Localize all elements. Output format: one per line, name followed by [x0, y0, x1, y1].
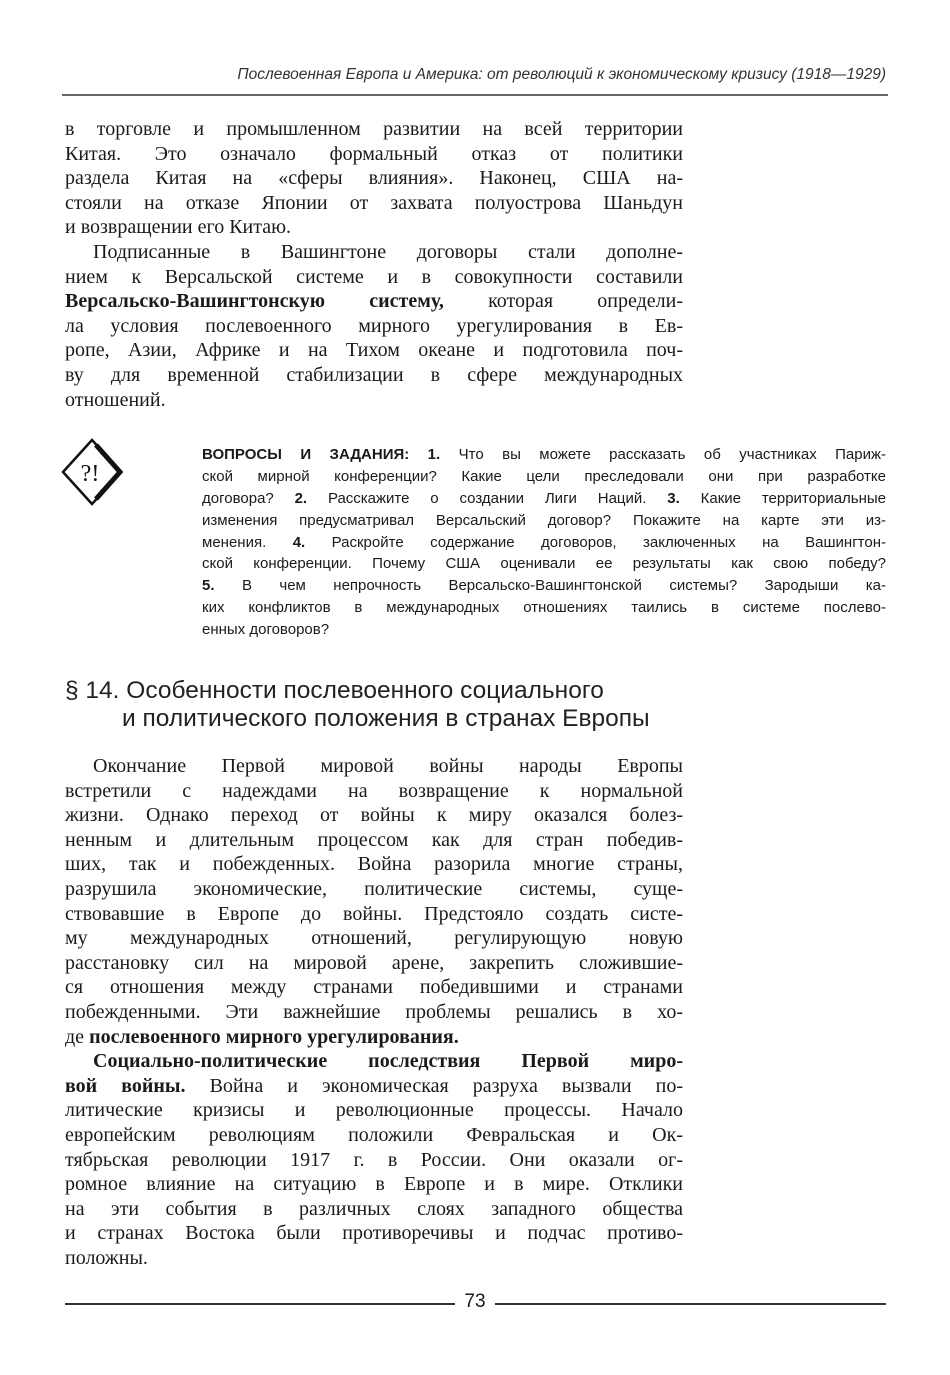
text-span: Расскажите о создании Лиги Наций.	[307, 489, 668, 507]
text-span: побежденными. Эти важнейшие проблемы решались в хо-	[65, 1000, 683, 1023]
text-span: положны.	[65, 1246, 148, 1269]
text-span: на эти события в различных слоях западного общества	[65, 1197, 683, 1220]
text-block-top	[65, 117, 683, 412]
text-line	[65, 926, 683, 951]
text-line	[65, 803, 683, 828]
text-span: литические кризисы и революционные процессы. Начало	[65, 1099, 683, 1122]
text-span: европейским революциям положили Февральская и Ок-	[65, 1123, 683, 1146]
text-span: Какие территориальные	[679, 489, 887, 507]
page-number: 73	[464, 1291, 486, 1312]
text-span: му международных отношений, регулирующую новую	[65, 927, 683, 950]
text-line	[65, 1025, 683, 1050]
text-span: встретили с надеждами на возвращение к нормальной	[65, 779, 683, 802]
text-span: Война и экономическая разруха вызвали по-	[185, 1074, 684, 1097]
text-line	[65, 289, 683, 314]
text-line	[65, 877, 683, 902]
section-heading	[65, 677, 650, 733]
running-head: Послевоенная Европа и Америка: от революций к экономическому кризису (1918—1929)	[237, 66, 886, 83]
text-line	[65, 314, 683, 339]
text-line	[65, 1074, 683, 1099]
text-line	[65, 975, 683, 1000]
text-span: ся отношения между странами победившими и странами	[65, 976, 683, 999]
text-line	[65, 166, 683, 191]
text-span: ской мирной конференции? Какие цели преследовали они при разработке	[202, 467, 886, 485]
text-line	[65, 265, 683, 290]
text-line	[65, 363, 683, 388]
text-span: ву для временной стабилизации в сфере международных	[65, 363, 683, 386]
text-span: Раскройте содержание договоров, заключенных на Вашингтон-	[305, 533, 886, 551]
text-span: тябрьская революции 1917 г. в России. Они оказали ог-	[65, 1148, 683, 1171]
text-span: ла условия послевоенного мирного урегулирования в Ев-	[65, 314, 683, 337]
text-line	[65, 191, 683, 216]
text-block-section	[65, 754, 683, 1270]
text-span: которая определи-	[443, 290, 684, 313]
text-span: ших, так и побежденных. Война разорила многие страны,	[65, 853, 683, 876]
text-line	[65, 117, 683, 142]
text-line	[65, 1000, 683, 1025]
paragraph	[65, 240, 683, 412]
text-line	[202, 597, 886, 619]
text-span: нием к Версальской системе и в совокупности составили	[65, 265, 683, 288]
text-line	[65, 1123, 683, 1148]
text-span: отношений.	[65, 388, 166, 411]
text-span: Окончание Первой мировой войны народы Европы	[93, 755, 683, 777]
text-span: изменения предусматривал Версальский договор? Покажите на карте эти из-	[202, 511, 886, 529]
bold-text: 2.	[294, 489, 308, 507]
text-span: раздела Китая на «сферы влияния». Наконец, США на-	[65, 167, 683, 190]
paragraph	[65, 117, 683, 240]
text-span: договора?	[202, 489, 295, 507]
text-line	[65, 388, 683, 413]
text-line	[202, 532, 886, 554]
bold-text: 4.	[292, 533, 306, 551]
bold-text: 3.	[667, 489, 680, 507]
header-rule	[62, 94, 888, 96]
bold-text: 5.	[202, 577, 215, 595]
text-line	[65, 1098, 683, 1123]
text-span: ропе, Азии, Африке и на Тихом океане и подготовила поч-	[65, 339, 683, 362]
text-line	[202, 553, 886, 575]
paragraph	[65, 754, 683, 1049]
text-line	[65, 754, 683, 779]
paragraph	[65, 1049, 683, 1270]
text-span: де	[65, 1025, 90, 1048]
text-line	[65, 338, 683, 363]
text-line	[65, 1246, 683, 1271]
text-span: и странах Востока были противоречивы и подчас противо-	[65, 1222, 683, 1245]
text-line	[202, 488, 886, 510]
text-span: Подписанные в Вашингтоне договоры стали дополне-	[93, 240, 683, 263]
text-line	[65, 902, 683, 927]
text-span: В чем непрочность Версальско-Вашингтонской системы? Зародыши ка-	[214, 577, 886, 595]
text-line	[65, 951, 683, 976]
text-line	[65, 828, 683, 853]
text-line	[202, 575, 886, 597]
text-line	[65, 1172, 683, 1197]
section-heading-line2: и политического положения в странах Европы	[122, 705, 650, 732]
questions-icon-glyph: ?!	[80, 461, 100, 487]
footer-rule-right	[495, 1303, 886, 1305]
bold-text: ВОПРОСЫ И ЗАДАНИЯ: 1.	[202, 446, 441, 463]
section-heading-line1: § 14. Особенности послевоенного социального	[65, 677, 604, 704]
paragraph	[202, 444, 886, 641]
text-span: енных договоров?	[202, 621, 330, 639]
text-span: жизни. Однако переход от войны к миру оказался болез-	[65, 804, 683, 827]
text-span: менения.	[202, 533, 293, 551]
text-span: и возвращении его Китаю.	[65, 216, 292, 239]
text-line	[65, 1148, 683, 1173]
text-span: ромное влияние на ситуацию в Европе и в мире. Отклики	[65, 1173, 683, 1196]
text-span: ких конфликтов в международных отношениях таились в системе послево-	[202, 599, 886, 617]
text-line	[65, 1049, 683, 1074]
questions-block	[202, 444, 886, 641]
text-line	[65, 1197, 683, 1222]
bold-text: вой войны.	[65, 1074, 186, 1097]
text-line	[202, 444, 886, 466]
text-span: в торговле и промышленном развитии на всей территории	[65, 118, 683, 140]
bold-text: Социально-политические последствия Первой миро-	[93, 1050, 683, 1073]
bold-text: послевоенного мирного урегулирования.	[89, 1025, 459, 1048]
bold-text: Версальско-Вашингтонскую систему,	[65, 290, 444, 313]
text-line	[202, 510, 886, 532]
text-span: разрушила экономические, политические системы, суще-	[65, 877, 683, 900]
text-line	[65, 1221, 683, 1246]
text-line	[65, 852, 683, 877]
text-span: Китая. Это означало формальный отказ от политики	[65, 142, 683, 165]
text-line	[65, 142, 683, 167]
text-span: ской конференции. Почему США оценивали ее результаты как свою победу?	[202, 555, 886, 573]
text-span: расстановку сил на мировой арене, закрепить сложившие-	[65, 951, 683, 974]
questions-icon	[60, 437, 124, 507]
footer-rule-left	[65, 1303, 455, 1305]
text-line	[65, 779, 683, 804]
page-footer	[65, 1291, 886, 1315]
text-span: ствовавшие в Европе до войны. Предстояло создать систе-	[65, 902, 683, 925]
text-span: стояли на отказе Японии от захвата полуострова Шаньдун	[65, 191, 683, 214]
text-span: ненным и длительным процессом как для стран победив-	[65, 828, 683, 851]
text-line	[202, 619, 886, 641]
text-line	[65, 240, 683, 265]
text-span: Что вы можете рассказать об участниках Париж-	[440, 446, 887, 463]
text-line	[65, 215, 683, 240]
text-line	[202, 466, 886, 488]
